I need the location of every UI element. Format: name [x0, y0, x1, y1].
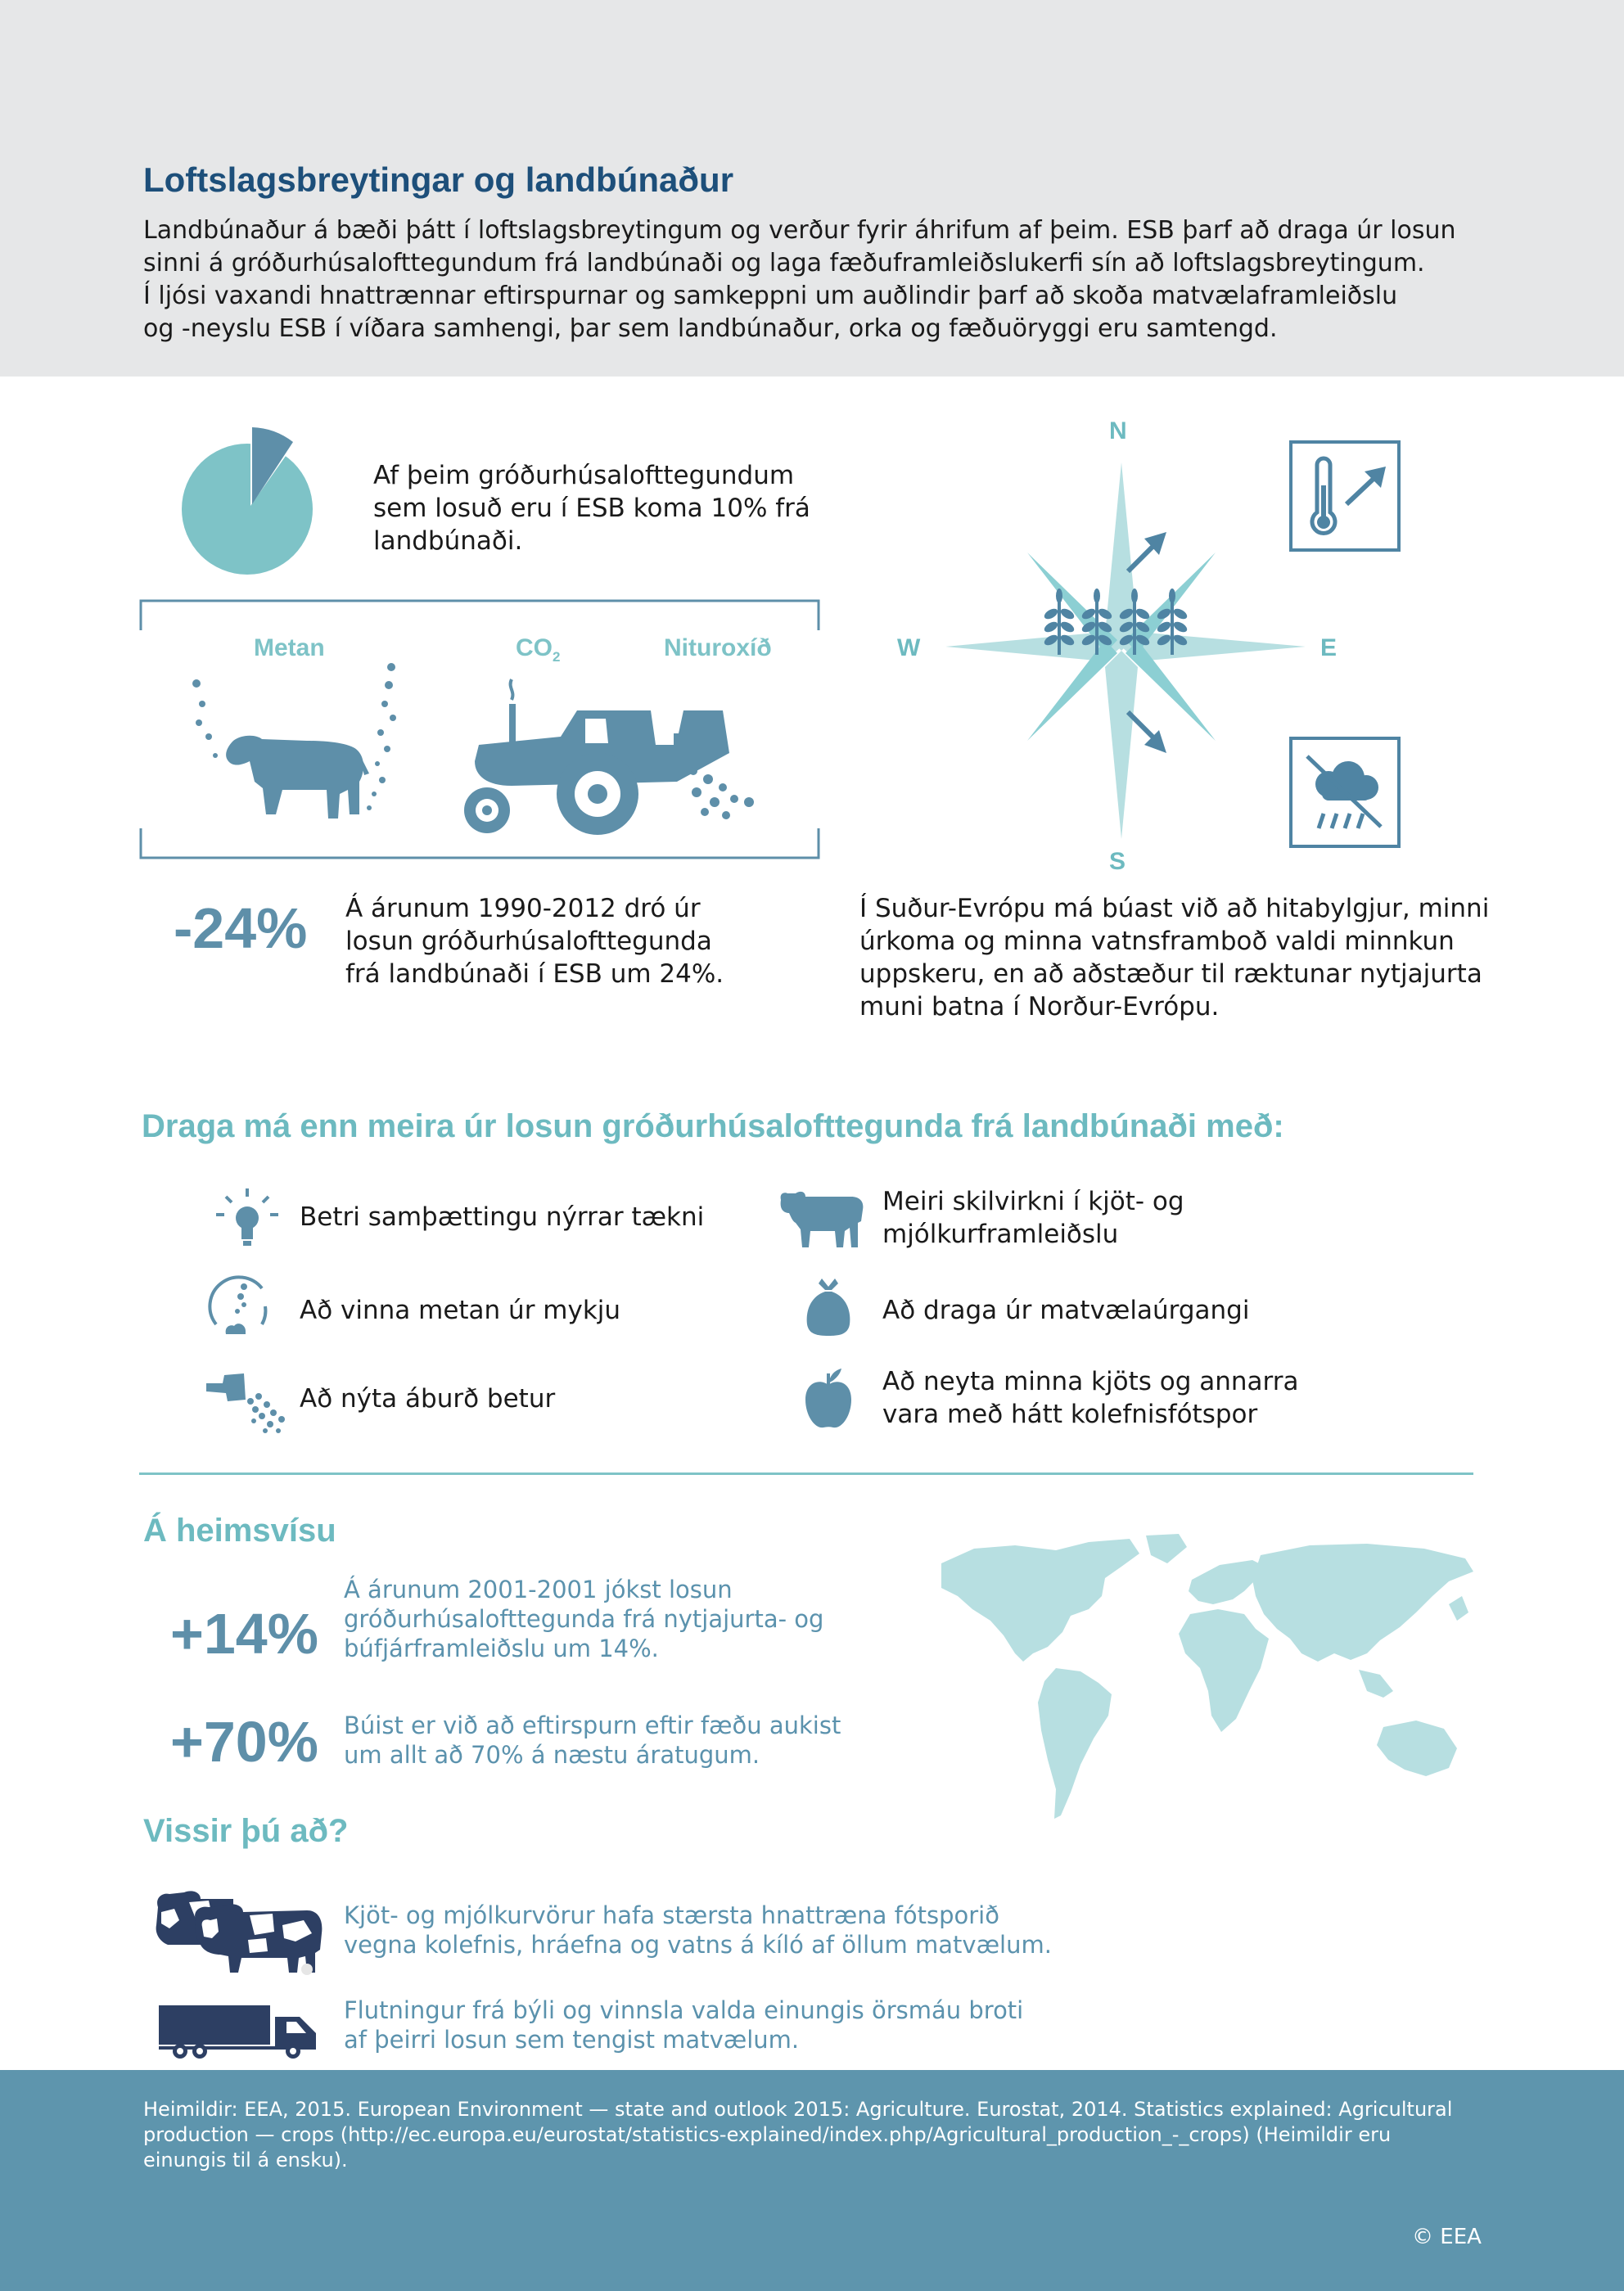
co2-subscript: 2: [553, 649, 561, 665]
co2-label-text: CO: [516, 634, 553, 661]
global-stat-line: Á árunum 2001-2001 jókst losun: [344, 1576, 733, 1603]
global-stat-line: gróðurhúsalofttegunda frá nytjajurta- og: [344, 1605, 824, 1633]
measure-label: Að neyta minna kjöts og annarra: [882, 1367, 1299, 1396]
pie-stat-text: [373, 459, 810, 557]
world-map-icon: [925, 1531, 1482, 1874]
measure-label: Að nýta áburð betur: [300, 1384, 556, 1414]
global-stat-line: búfjárframleiðslu um 14%.: [344, 1635, 659, 1662]
reduced-rain-icon: [1289, 737, 1401, 848]
fertilizer-spreader-icon: [205, 1369, 295, 1434]
measure-item-technology: [300, 1201, 704, 1233]
reduction-value: -24%: [174, 896, 308, 960]
reduction-line: Á árunum 1990-2012 dró úr: [345, 894, 701, 923]
intro-text: [143, 214, 1535, 345]
did-you-know-fact-1: [344, 1901, 1052, 1960]
apple-icon: [804, 1365, 853, 1431]
dairy-cows-icon: [151, 1887, 323, 1979]
measure-item-fertilizer: [300, 1382, 555, 1415]
measure-item-diet: [882, 1365, 1298, 1431]
global-stat-14-text: [344, 1575, 823, 1663]
compass-north: N: [1109, 417, 1127, 444]
climate-impact-line: Í Suður-Evrópu má búast við að hitabylgjur, minni: [859, 894, 1490, 923]
measure-label: vara með hátt kolefnisfótspor: [882, 1400, 1258, 1429]
source-line: einungis til á ensku).: [143, 2149, 348, 2171]
cow-icon: [776, 1185, 866, 1251]
climate-impact-line: uppskeru, en að aðstæður til ræktunar nytjajurta: [859, 959, 1482, 989]
climate-impact-text: [859, 892, 1489, 1023]
intro-line: sinni á gróðurhúsalofttegundum frá landbúnaði og laga fæðuframleiðslukerfi sín að loftslagsbreytingum.: [143, 249, 1425, 277]
fact-line: Flutningur frá býli og vinnsla valda einungis örsmáu broti: [344, 1996, 1024, 2024]
measure-item-livestock: [882, 1185, 1184, 1251]
source-text: [143, 2097, 1486, 2173]
cow-methane-icon: [184, 659, 405, 839]
pie-stat-line: landbúnaði.: [373, 526, 523, 556]
manure-gas-icon: [206, 1274, 272, 1339]
global-stat-70-text: [344, 1711, 841, 1770]
waste-bag-icon: [804, 1275, 853, 1337]
compass-west: W: [897, 634, 921, 661]
source-line: production — crops (http://ec.europa.eu/eurostat/statistics-explained/index.php/Agricultural_production_-_crops) (Heimildir eru: [143, 2123, 1392, 2146]
measure-label: Betri samþættingu nýrrar tækni: [300, 1202, 705, 1232]
compass-east: E: [1320, 634, 1338, 661]
nitrous-oxide-label: Nituroxíð: [664, 634, 772, 661]
thermometer-rising-icon: [1289, 440, 1401, 552]
truck-icon: [156, 2002, 319, 2061]
reduction-text: [345, 892, 724, 990]
global-stat-line: Búist er við að eftirspurn eftir fæðu aukist: [344, 1711, 841, 1739]
global-stat-70: +70%: [170, 1710, 318, 1774]
intro-line: Í ljósi vaxandi hnattrænnar eftirspurnar og samkeppni um auðlindir þarf að skoða matvælaframleiðslu: [143, 282, 1398, 310]
page-title: Loftslagsbreytingar og landbúnaður: [143, 160, 734, 199]
intro-line: Landbúnaður á bæði þátt í loftslagsbreytingum og verður fyrir áhrifum af þeim. ESB þarf að draga úr losun: [143, 216, 1456, 245]
copyright: © EEA: [1412, 2225, 1482, 2249]
pie-stat-line: Af þeim gróðurhúsalofttegundum: [373, 461, 795, 490]
pie-rest-slice: [182, 444, 313, 575]
fact-line: af þeirri losun sem tengist matvælum.: [344, 2026, 800, 2054]
global-stat-14: +14%: [170, 1602, 318, 1666]
source-line: Heimildir: EEA, 2015. European Environment — state and outlook 2015: Agriculture. Eurostat, 2014. Statistics explained: Agricultural: [143, 2098, 1453, 2121]
compass-rose-icon: [941, 458, 1310, 843]
measure-label: Meiri skilvirkni í kjöt- og: [882, 1187, 1184, 1216]
intro-line: og -neyslu ESB í víðara samhengi, þar sem landbúnaður, orka og fæðuöryggi eru samtengd.: [143, 314, 1278, 343]
measure-item-methane: [300, 1294, 620, 1327]
measures-heading: Draga má enn meira úr losun gróðurhúsalofttegunda frá landbúnaði með:: [142, 1108, 1284, 1144]
measure-label: Að vinna metan úr mykju: [300, 1296, 621, 1325]
did-you-know-heading: Vissir þú að?: [143, 1813, 349, 1849]
reduction-line: frá landbúnaði í ESB um 24%.: [345, 959, 724, 989]
pie-stat-line: sem losuð eru í ESB koma 10% frá: [373, 494, 810, 523]
section-divider: [139, 1472, 1473, 1475]
climate-impact-line: úrkoma og minna vatnsframboð valdi minnkun: [859, 927, 1455, 956]
tractor-icon: [462, 671, 774, 843]
metan-label: Metan: [254, 634, 325, 661]
fact-line: vegna kolefnis, hráefna og vatns á kíló af öllum matvælum.: [344, 1931, 1052, 1959]
did-you-know-fact-2: [344, 1996, 1023, 2054]
global-stat-line: um allt að 70% á næstu áratugum.: [344, 1741, 760, 1769]
co2-label: [516, 634, 560, 665]
global-heading: Á heimsvísu: [143, 1513, 336, 1549]
lightbulb-icon: [214, 1187, 280, 1252]
measure-label: mjólkurframleiðslu: [882, 1220, 1119, 1249]
reduction-line: losun gróðurhúsalofttegunda: [345, 927, 712, 956]
fact-line: Kjöt- og mjólkurvörur hafa stærsta hnattræna fótsporið: [344, 1901, 999, 1929]
agriculture-share-pie: [172, 417, 319, 581]
compass-south: S: [1109, 848, 1126, 875]
measure-item-food-waste: [882, 1294, 1249, 1327]
climate-impact-line: muni batna í Norður-Evrópu.: [859, 992, 1220, 1021]
measure-label: Að draga úr matvælaúrgangi: [882, 1296, 1250, 1325]
